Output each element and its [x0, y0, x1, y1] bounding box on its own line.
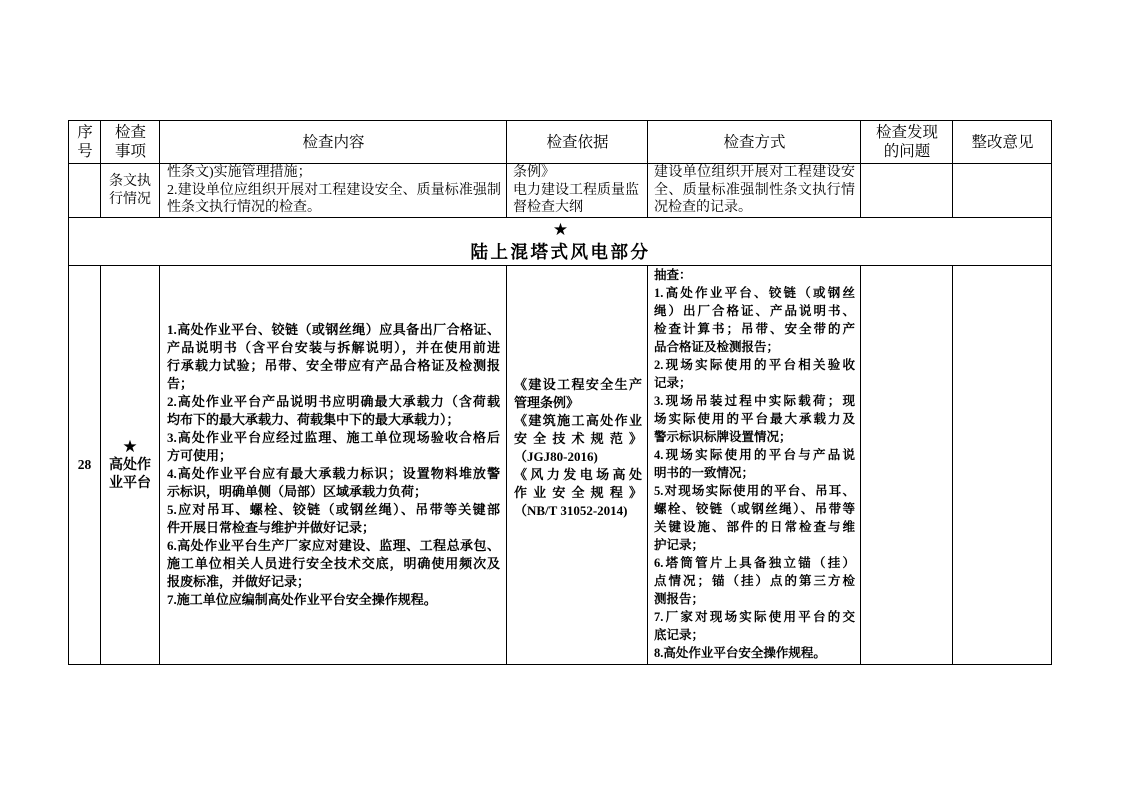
method-text-line: 抽查：: [654, 268, 692, 282]
basis-text-line: （JGJ80-2016): [514, 449, 598, 464]
header-item-text: 事项: [114, 143, 146, 160]
content-text-line: 行承载力试验；吊带、安全带应有产品合格证及检测报: [167, 358, 500, 373]
method-text-line: 测报告；: [654, 592, 705, 606]
cell-content: [160, 266, 507, 665]
method-text-line: 4.现场实际使用的平台与产品说: [654, 448, 855, 462]
header-item: [101, 121, 160, 164]
basis-text-line: （NB/T 31052-2014): [514, 503, 628, 518]
method-text-line: 6.塔筒管片上具备独立锚（挂）: [654, 556, 855, 570]
content-text-line: 2.高处作业平台产品说明书应明确最大承载力（含荷载: [167, 394, 500, 409]
content-text-line: 示标识，明确单侧（局部）区域承载力负荷；: [167, 484, 428, 499]
method-text-line: 5.对现场实际使用的平台、吊耳、: [654, 484, 855, 498]
cell-basis: [507, 266, 648, 665]
content-text-line: 均布下的最大承载力、荷载集中下的最大承载力）；: [167, 412, 460, 427]
cell-seq: [69, 164, 101, 218]
content-text-line: 6.高处作业平台生产厂家应对建设、监理、工程总承包、: [167, 538, 500, 553]
content-text-line: 4.高处作业平台应有最大承载力标识；设置物料堆放警: [167, 466, 500, 481]
basis-text-line: 《建筑施工高处作业: [514, 413, 642, 428]
method-text-line: 全、质量标准强制性条文执行情: [654, 182, 855, 198]
header-seq-text: 序: [77, 124, 93, 141]
item-text-line: 高处作: [109, 458, 151, 473]
method-text-line: 底记录；: [654, 628, 705, 642]
cell-item: [101, 266, 160, 665]
item-text-line: 条文执: [109, 173, 151, 189]
method-text-line: 关键设施、部件的日常检查与维: [654, 520, 855, 534]
method-text-line: 检查计算书；吊带、安全带的产: [654, 322, 855, 336]
content-text-line: 方可使用；: [167, 448, 233, 463]
content-text-line: 件开展日常检查与维护并做好记录；: [167, 520, 376, 535]
method-text-line: 况检查的记录。: [654, 200, 752, 216]
cell-issues: [861, 164, 953, 218]
content-text-line: 施工单位相关人员进行安全技术交底，明确使用频次及: [167, 556, 500, 571]
basis-text-line: 作业安全规程》: [514, 485, 642, 500]
method-text-line: 建设单位组织开展对工程建设安: [654, 165, 855, 181]
cell-basis: [507, 164, 648, 218]
method-text-line: 螺栓、铰链（或钢丝绳）、吊带等: [654, 502, 855, 516]
cell-method: [648, 164, 861, 218]
content-text-line: 1.高处作业平台、铰链（或钢丝绳）应具备出厂合格证、: [167, 322, 500, 337]
method-text-line: 点情况；锚（挂）点的第三方检: [654, 574, 855, 588]
method-text-line: 警示标识标牌设置情况；: [654, 430, 792, 444]
cell-issues: [861, 266, 953, 665]
method-text-line: 品合格证及检测报告；: [654, 340, 780, 354]
basis-text-line: 《建设工程安全生产: [514, 377, 642, 392]
header-seq: [69, 121, 101, 164]
content-text-line: 告；: [167, 376, 194, 391]
content-text-line: 性条文)实施管理措施；: [167, 165, 312, 181]
method-text-line: 3.现场吊装过程中实际载荷；现: [654, 394, 855, 408]
method-text-line: 绳）出厂合格证、产品说明书、: [654, 304, 855, 318]
header-issues-text: 检查发现: [875, 124, 938, 141]
table-row: [69, 164, 1052, 218]
header-basis: 检查依据: [507, 121, 648, 164]
method-text-line: 2.现场实际使用的平台相关验收: [654, 358, 855, 372]
basis-text-line: 安全技术规范》: [514, 431, 642, 446]
method-text-line: 场实际使用的平台最大承载力及: [654, 412, 855, 426]
star-icon: ★: [122, 437, 138, 457]
cell-item: [101, 164, 160, 218]
item-text-line: 业平台: [109, 476, 151, 491]
header-item-text: 检查: [114, 124, 146, 141]
header-rectification: 整改意见: [953, 121, 1052, 164]
section-heading: [69, 218, 1052, 266]
method-text-line: 记录；: [654, 376, 692, 390]
method-text-line: 7.厂家对现场实际使用平台的交: [654, 610, 855, 624]
content-text-line: 5.应对吊耳、螺栓、铰链（或钢丝绳）、吊带等关键部: [167, 502, 500, 517]
content-text-line: 3.高处作业平台应经过监理、施工单位现场验收合格后: [167, 430, 500, 445]
header-content: 检查内容: [160, 121, 507, 164]
content-text-line: 性条文执行情况的检查。: [167, 200, 321, 216]
table-header-row: [69, 121, 1052, 164]
inspection-table: [68, 120, 1052, 665]
header-issues-text: 的问题: [883, 143, 931, 160]
content-text-line: 报废标准，并做好记录；: [167, 574, 311, 589]
cell-content: [160, 164, 507, 218]
header-method: 检查方式: [648, 121, 861, 164]
basis-text-line: 督检查大纲: [513, 200, 583, 216]
star-icon: ★: [552, 219, 569, 240]
cell-seq: 28: [69, 266, 101, 665]
header-issues: [861, 121, 953, 164]
method-text-line: 明书的一致情况；: [654, 466, 755, 480]
basis-text-line: 管理条例》: [514, 395, 580, 410]
content-text-line: 7.施工单位应编制高处作业平台安全操作规程。: [167, 592, 437, 607]
method-text-line: 1.高处作业平台、铰链（或钢丝: [654, 286, 855, 300]
cell-method: [648, 266, 861, 665]
cell-rectification: [953, 164, 1052, 218]
content-text-line: 产品说明书（含平台安装与拆解说明），并在使用前进: [167, 340, 500, 355]
basis-text-line: 条例》: [513, 165, 555, 181]
content-text-line: 2.建设单位应组织开展对工程建设安全、质量标准强制: [167, 182, 501, 198]
method-text-line: 护记录；: [654, 538, 705, 552]
item-text-line: 行情况: [109, 191, 151, 207]
item-text: [101, 457, 159, 493]
section-row: [69, 218, 1052, 266]
table-row: [69, 266, 1052, 665]
method-text-line: 8.高处作业平台安全操作规程。: [654, 646, 826, 660]
cell-rectification: [953, 266, 1052, 665]
section-title: 陆上混塔式风电部分: [470, 241, 651, 262]
header-seq-text: 号: [77, 143, 93, 160]
basis-text-line: 电力建设工程质量监: [513, 182, 639, 198]
basis-text-line: 《风力发电场高处: [514, 467, 642, 482]
